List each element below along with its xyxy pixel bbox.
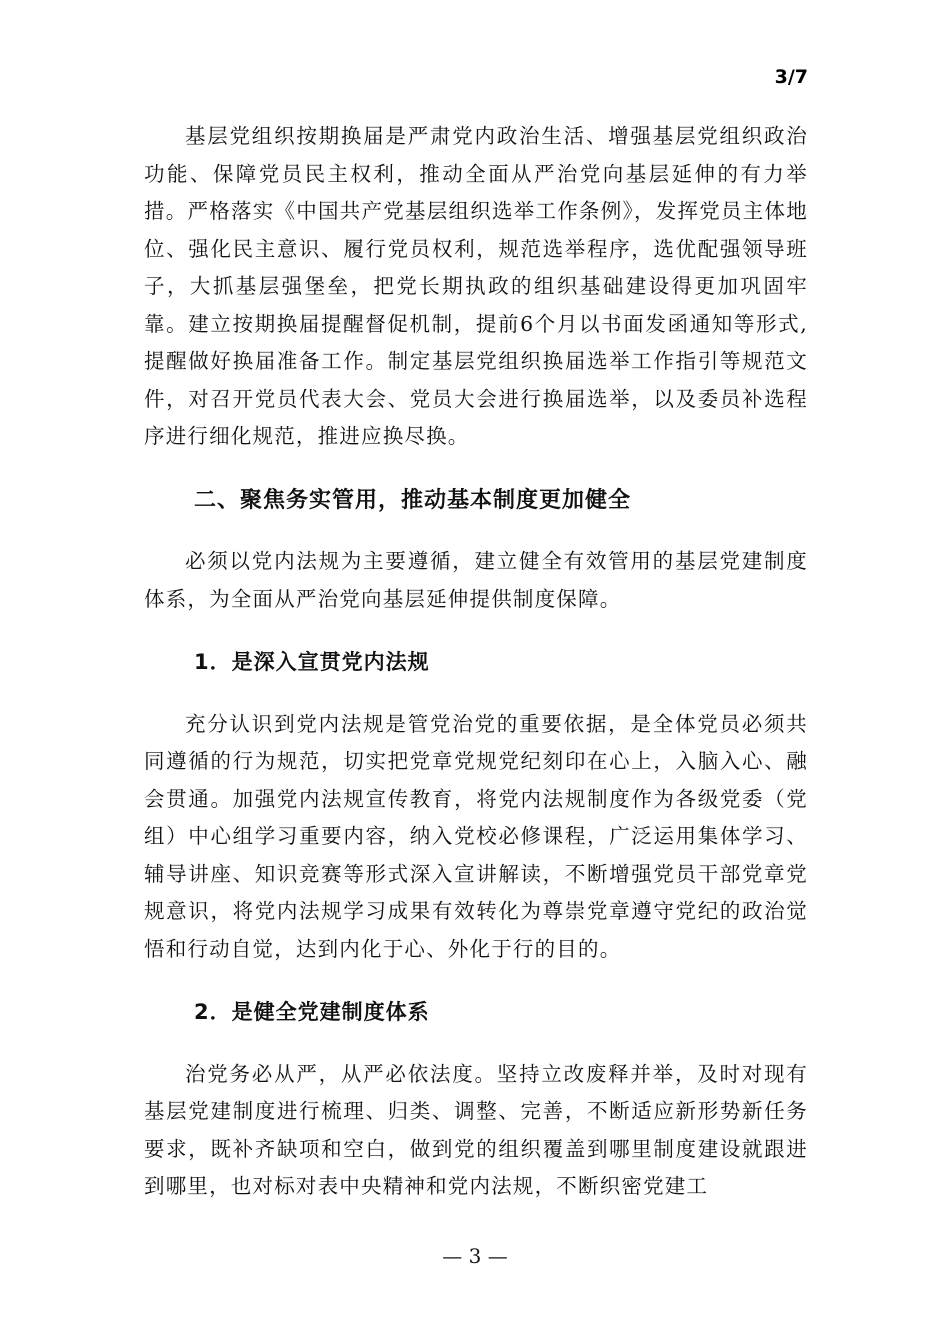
document-body xyxy=(144,118,808,1206)
subsection-heading-2: 2．是健全党建制度体系 xyxy=(194,1000,430,1024)
page-number-footer: — 3 — xyxy=(442,1244,508,1268)
section-heading: 二、聚焦务实管用，推动基本制度更加健全 xyxy=(194,487,632,513)
paragraph-term-elections: 基层党组织按期换届是严肃党内政治生活、增强基层党组织政治功能、保障党员民主权利，推动全面从严治党向基层延伸的有力举措。严格落实《中国共产党基层组织选举工作条例》，发挥党员主体地位、强化民主意识、履行党员权利，规范选举程序，选优配强领导班子，大抓基层强堡垒，把党长期执政的组织基础建设得更加巩固牢靠。建立按期换届提醒督促机制，提前6个月以书面发函通知等形式,提醒做好换届准备工作。制定基层党组织换届选举工作指引等规范文件，对召开党员代表大会、党员大会进行换届选举，以及委员补选程序进行细化规范，推进应换尽换。 xyxy=(144,124,808,448)
paragraph-system-building: 治党务必从严，从严必依法度。坚持立改废释并举，及时对现有基层党建制度进行梳理、归类、调整、完善，不断适应新形势新任务要求，既补齐缺项和空白，做到党的组织覆盖到哪里制度建设就跟进到哪里，也对标对表中央精神和党内法规，不断织密党建工 xyxy=(144,1061,808,1198)
subsection-heading-1: 1．是深入宣贯党内法规 xyxy=(194,650,430,674)
paragraph-regulations-study: 充分认识到党内法规是管党治党的重要依据，是全体党员必须共同遵循的行为规范，切实把党章党规党纪刻印在心上，入脑入心、融会贯通。加强党内法规宣传教育，将党内法规制度作为各级党委（党组）中心组学习重要内容，纳入党校必修课程，广泛运用集体学习、辅导讲座、知识竞赛等形式深入宣讲解读，不断增强党员干部党章党规意识，将党内法规学习成果有效转化为尊崇党章遵守党纪的政治觉悟和行动自觉，达到内化于心、外化于行的目的。 xyxy=(144,711,808,961)
page-counter: 3/7 xyxy=(774,66,808,88)
paragraph-section-intro: 必须以党内法规为主要遵循，建立健全有效管用的基层党建制度体系，为全面从严治党向基层延伸提供制度保障。 xyxy=(144,549,808,611)
